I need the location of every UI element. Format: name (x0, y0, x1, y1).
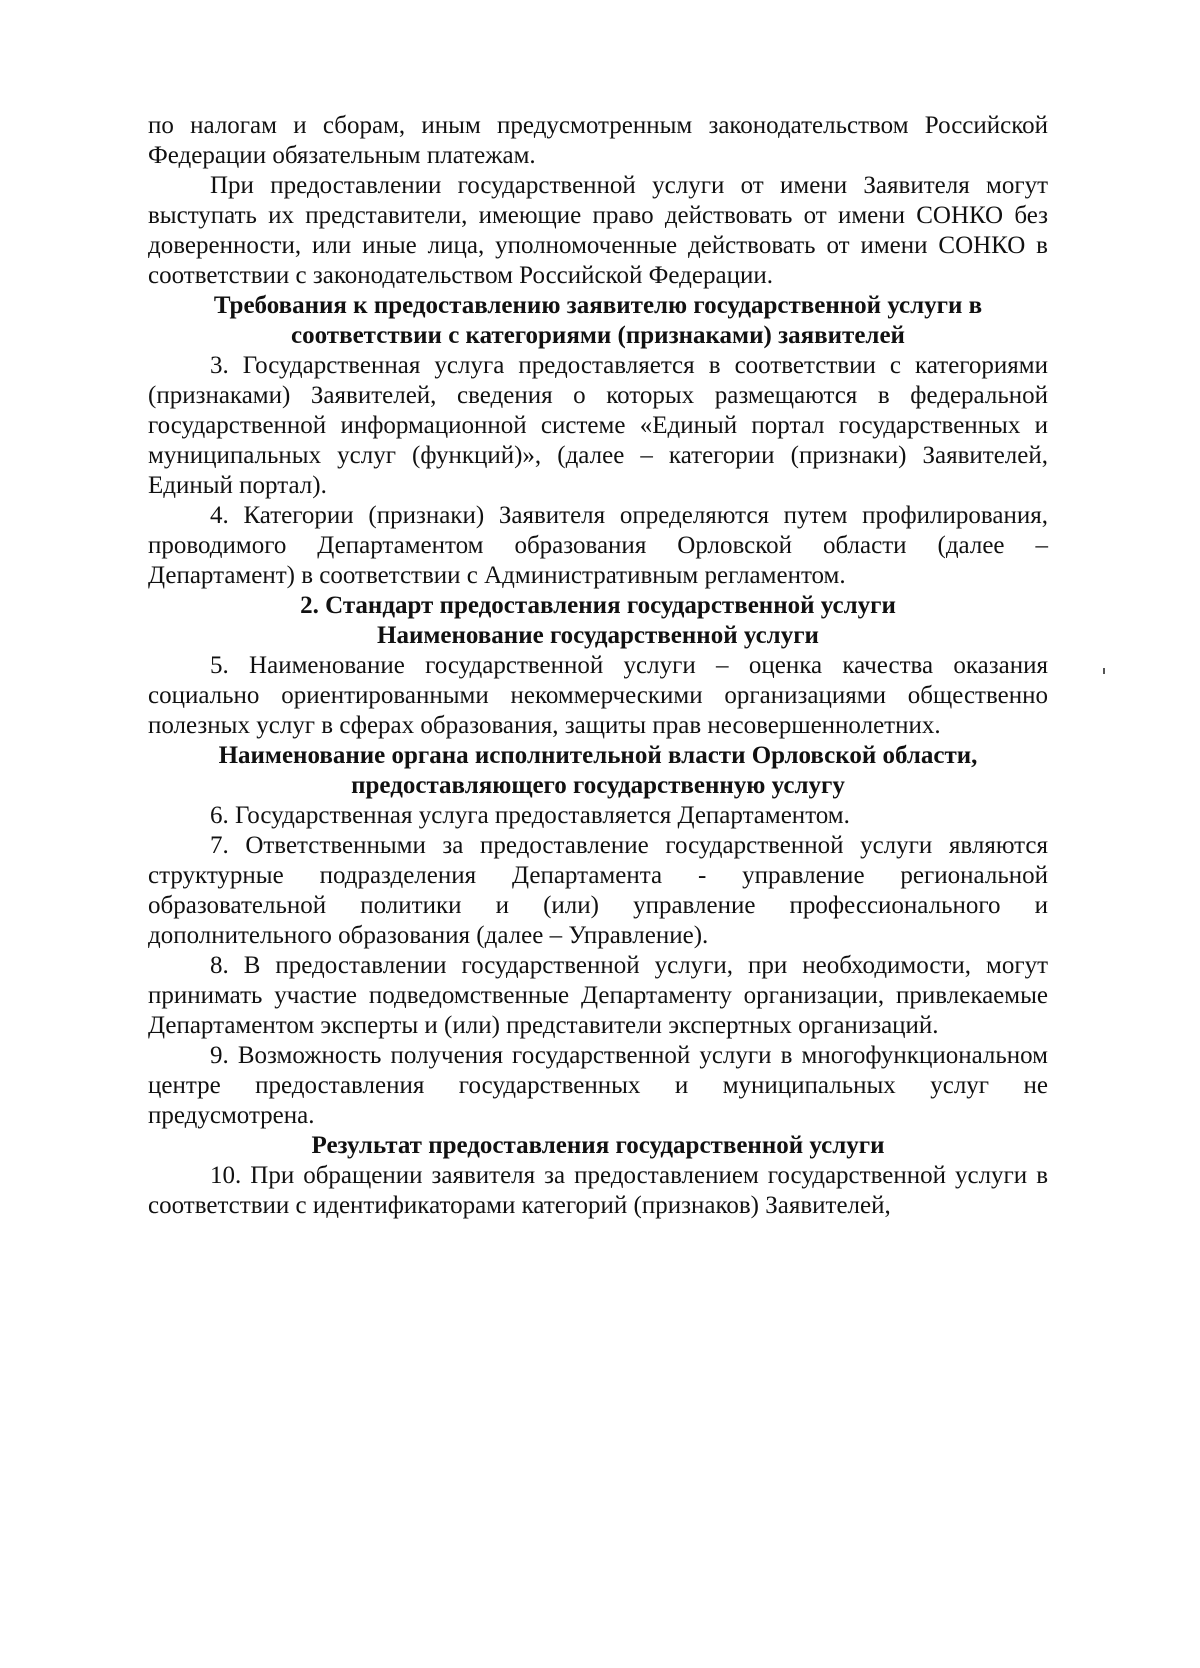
item-4-paragraph: 4. Категории (признаки) Заявителя определяются путем профилирования, проводимого Департаментом образования Орловской области (далее – Департамент) в соответствии с Административным регламентом. (148, 502, 1048, 589)
item-6-paragraph: 6. Государственная услуга предоставляется Департаментом. (210, 802, 850, 829)
item-5-paragraph: 5. Наименование государственной услуги – оценка качества оказания социально ориентированными некоммерческими организациями общественно полезных услуг в сферах образования, защиты прав несовершеннолетних. (148, 652, 1048, 739)
representatives-paragraph: При предоставлении государственной услуги от имени Заявителя могут выступать их представители, имеющие право действовать от имени СОНКО без доверенности, или иные лица, уполномоченные действовать от имени СОНКО в соответствии с законодательством Российской Федерации. (148, 172, 1048, 289)
section-2-heading: 2. Стандарт предоставления государственной услуги (300, 592, 896, 619)
requirements-heading (148, 291, 1048, 351)
item-9-paragraph: 9. Возможность получения государственной услуги в многофункциональном центре предоставления государственных и муниципальных услуг не предусмотрена. (148, 1042, 1048, 1129)
authority-heading-line2: предоставляющего государственную услугу (351, 772, 845, 799)
item-10-paragraph: 10. При обращении заявителя за предоставлением государственной услуги в соответствии с идентификаторами категорий (признаков) Заявителей, (148, 1162, 1048, 1219)
requirements-heading-line2: соответствии с категориями (признаками) заявителей (291, 322, 905, 349)
item-7-paragraph: 7. Ответственными за предоставление государственной услуги являются структурные подразделения Департамента - управление региональной образовательной политики и (или) управление профессионального и дополнительного образования (далее – Управление). (148, 832, 1048, 949)
document-body (148, 111, 1048, 1221)
item-8-paragraph: 8. В предоставлении государственной услуги, при необходимости, могут принимать участие подведомственные Департаменту организации, привлекаемые Департаментом эксперты и (или) представители экспертных организаций. (148, 952, 1048, 1039)
continuation-paragraph: по налогам и сборам, иным предусмотренным законодательством Российской Федерации обязательным платежам. (148, 112, 1048, 169)
result-heading: Результат предоставления государственной услуги (311, 1132, 885, 1159)
authority-heading (148, 741, 1048, 801)
service-name-heading: Наименование государственной услуги (377, 622, 819, 649)
authority-heading-line1: Наименование органа исполнительной власти Орловской области, (218, 742, 978, 769)
scan-speck-mark (1103, 668, 1105, 674)
requirements-heading-line1: Требования к предоставлению заявителю государственной услуги в (213, 292, 983, 319)
item-3-paragraph: 3. Государственная услуга предоставляется в соответствии с категориями (признаками) Заявителей, сведения о которых размещаются в федеральной государственной информационной системе «Единый портал государственных и муниципальных услуг (функций)», (далее – категории (признаки) Заявителей, Единый портал). (148, 352, 1048, 499)
